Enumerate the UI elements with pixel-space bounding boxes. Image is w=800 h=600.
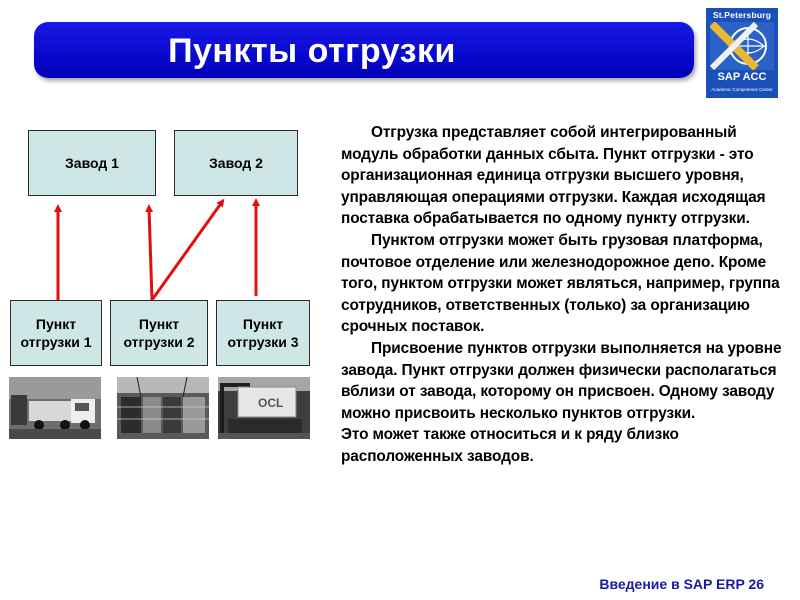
paragraph-4 — [341, 424, 797, 467]
slide-title: Пункты отгрузки — [168, 32, 456, 70]
arrow-sp2-to-plant1 — [149, 208, 152, 300]
svg-text:OCL: OCL — [258, 396, 284, 410]
logo-sap-text: SAP ACC — [717, 71, 767, 83]
paragraph-3 — [341, 338, 797, 424]
logo-subtitle-text: Academic Competence Center — [711, 87, 773, 92]
paragraph-2-text: Пунктом отгрузки может быть грузовая платформа, почтовое отделение или железнодорожное депо. Кроме того, пунктом отгрузки может являться, например, группа сотрудников, ответственных (только) за организацию срочных поставок. — [341, 231, 780, 336]
shipping-point-2-line1: Пункт — [138, 316, 180, 332]
slide-body-text — [341, 122, 797, 468]
trucks-photo — [9, 377, 101, 439]
paragraph-4-text: Это может также относиться и к ряду близко расположенных заводов. — [341, 426, 679, 465]
rail-yard-photo — [117, 377, 209, 439]
shipping-point-3-line1: Пункт — [242, 316, 284, 332]
slide-footer: Введение в SAP ERP 26 — [599, 576, 764, 592]
shipping-point-3-line2: отгрузки 3 — [227, 334, 299, 350]
shipping-point-1-line1: Пункт — [35, 316, 77, 332]
plant-box-2: Завод 2 — [174, 130, 298, 196]
logo-city-text: St.Petersburg — [712, 10, 772, 20]
shipping-point-box-2 — [110, 300, 208, 366]
shipping-point-2-line2: отгрузки 2 — [123, 334, 195, 350]
paragraph-3-text: Присвоение пунктов отгрузки выполняется на уровне завода. Пункт отгрузки должен физически располагаться вблизи от завода, которому он присвоен. Одному заводу можно присвоить несколько пунктов отгрузки. — [341, 339, 782, 422]
shipping-point-box-3 — [216, 300, 310, 366]
container-terminal-photo — [218, 377, 310, 439]
paragraph-1 — [341, 122, 797, 230]
shipping-point-1-line2: отгрузки 1 — [20, 334, 92, 350]
logo-emblem-icon — [710, 22, 774, 70]
shipping-point-box-1 — [10, 300, 102, 366]
plant-box-1: Завод 1 — [28, 130, 156, 196]
arrow-sp2-to-plant2 — [152, 202, 222, 300]
paragraph-1-text: Отгрузка представляет собой интегрированный модуль обработки данных сбыта. Пункт отгрузки - это организационная единица отгрузки высшего уровня, управляющая операциями отгрузки. Каждая исходящая поставка обрабатывается по одному пункту отгрузки. — [341, 124, 766, 228]
sap-acc-logo — [706, 8, 778, 98]
paragraph-2 — [341, 230, 797, 338]
